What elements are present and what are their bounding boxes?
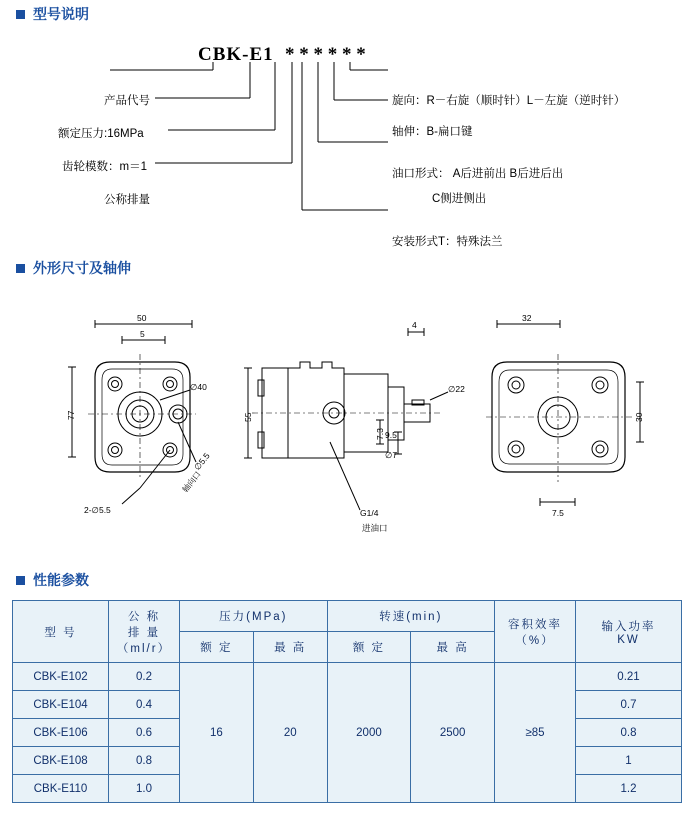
cell-displacement: 0.2 — [109, 663, 180, 691]
dim-g14: G1/4 — [360, 508, 379, 518]
dim-32: 32 — [522, 313, 532, 323]
dim-50: 50 — [137, 313, 147, 323]
label-product-code: 产品代号 — [104, 95, 150, 107]
section-label: 性能参数 — [33, 572, 89, 588]
cell-power: 0.21 — [576, 663, 682, 691]
cell-pressure-max: 20 — [253, 663, 327, 803]
performance-table — [12, 600, 682, 803]
dim-55: 55 — [243, 412, 253, 422]
header-displacement — [109, 601, 180, 663]
cell-model: CBK-E110 — [13, 775, 109, 803]
section-label: 外形尺寸及轴伸 — [33, 260, 131, 276]
dim-4: 4 — [412, 320, 417, 330]
header-displacement-unit: （ml/r） — [116, 642, 172, 655]
dim-30: 30 — [634, 412, 644, 422]
cell-speed-max: 2500 — [411, 663, 495, 803]
header-displacement-line1: 公 称 — [127, 610, 161, 623]
dimension-drawings — [0, 292, 694, 562]
header-speed-rated: 额 定 — [327, 632, 411, 663]
bullet-square-icon — [16, 576, 25, 585]
model-code-stars: * * * * * * — [285, 44, 366, 65]
section-title-performance — [16, 570, 89, 590]
header-pressure-rated: 额 定 — [180, 632, 254, 663]
header-pressure-max: 最 高 — [253, 632, 327, 663]
header-speed-max: 最 高 — [411, 632, 495, 663]
label-oil-port-form: 油口形式： A后进前出 B后进后出 — [392, 168, 564, 180]
dim-d7: ∅7 — [385, 450, 398, 460]
label-rotation-direction: 旋向：R－右旋（顺时针）L－左旋（逆时针） — [392, 95, 626, 107]
cell-model: CBK-E106 — [13, 719, 109, 747]
label-shaft-extension: 轴伸：B-扁口键 — [392, 126, 473, 138]
cell-displacement: 1.0 — [109, 775, 180, 803]
header-efficiency — [495, 601, 576, 663]
dim-75: 7.5 — [552, 508, 564, 518]
header-power-unit: KW — [617, 633, 640, 646]
dim-73: 7.3 — [375, 428, 385, 440]
label-rated-pressure: 额定压力:16MPa — [58, 128, 144, 140]
bullet-square-icon — [16, 264, 25, 273]
dim-d22: ∅22 — [448, 384, 465, 394]
label-nominal-displacement: 公称排量 — [104, 194, 150, 206]
drawing-svg — [0, 292, 694, 562]
dim-95: 9.5 — [385, 430, 397, 440]
cell-speed-rated: 2000 — [327, 663, 411, 803]
dim-2xd55: 2-∅5.5 — [84, 505, 111, 515]
header-pressure: 压力(MPa) — [180, 601, 328, 632]
header-displacement-line2: 排 量 — [127, 626, 161, 639]
cell-model: CBK-E102 — [13, 663, 109, 691]
table-header-row — [13, 601, 682, 632]
cell-power: 1 — [576, 747, 682, 775]
section-title-dimensions — [16, 258, 131, 278]
cell-model: CBK-E108 — [13, 747, 109, 775]
label-mounting-form: 安装形式T：特殊法兰 — [392, 236, 503, 248]
cell-model: CBK-E104 — [13, 691, 109, 719]
label-axial-port: 轴向口 — [180, 469, 203, 495]
label-inlet-port: 进油口 — [362, 523, 388, 533]
dim-d40: ∅40 — [190, 382, 207, 392]
section-title-model — [16, 4, 89, 24]
section-label: 型号说明 — [33, 6, 89, 22]
dim-d55: ∅5.5 — [192, 450, 212, 473]
bullet-square-icon — [16, 10, 25, 19]
cell-pressure-rated: 16 — [180, 663, 254, 803]
header-power — [576, 601, 682, 663]
cell-efficiency: ≥85 — [495, 663, 576, 803]
label-oil-port-form-c: C侧进侧出 — [432, 193, 487, 205]
header-speed: 转速(min) — [327, 601, 494, 632]
model-code-prefix: CBK-E1 — [198, 44, 274, 65]
model-code-leader-overlay — [0, 30, 694, 245]
header-efficiency-line1: 容积效率 — [508, 618, 562, 631]
cell-displacement: 0.4 — [109, 691, 180, 719]
dim-5: 5 — [140, 329, 145, 339]
header-efficiency-unit: （%） — [515, 634, 555, 647]
cell-displacement: 0.6 — [109, 719, 180, 747]
dim-77: 77 — [66, 410, 76, 420]
header-model: 型 号 — [13, 601, 109, 663]
cell-power: 0.8 — [576, 719, 682, 747]
cell-displacement: 0.8 — [109, 747, 180, 775]
cell-power: 1.2 — [576, 775, 682, 803]
header-power-line1: 输入功率 — [601, 620, 656, 633]
cell-power: 0.7 — [576, 691, 682, 719]
table-row — [13, 663, 682, 691]
label-gear-module: 齿轮模数：m＝1 — [62, 161, 147, 173]
